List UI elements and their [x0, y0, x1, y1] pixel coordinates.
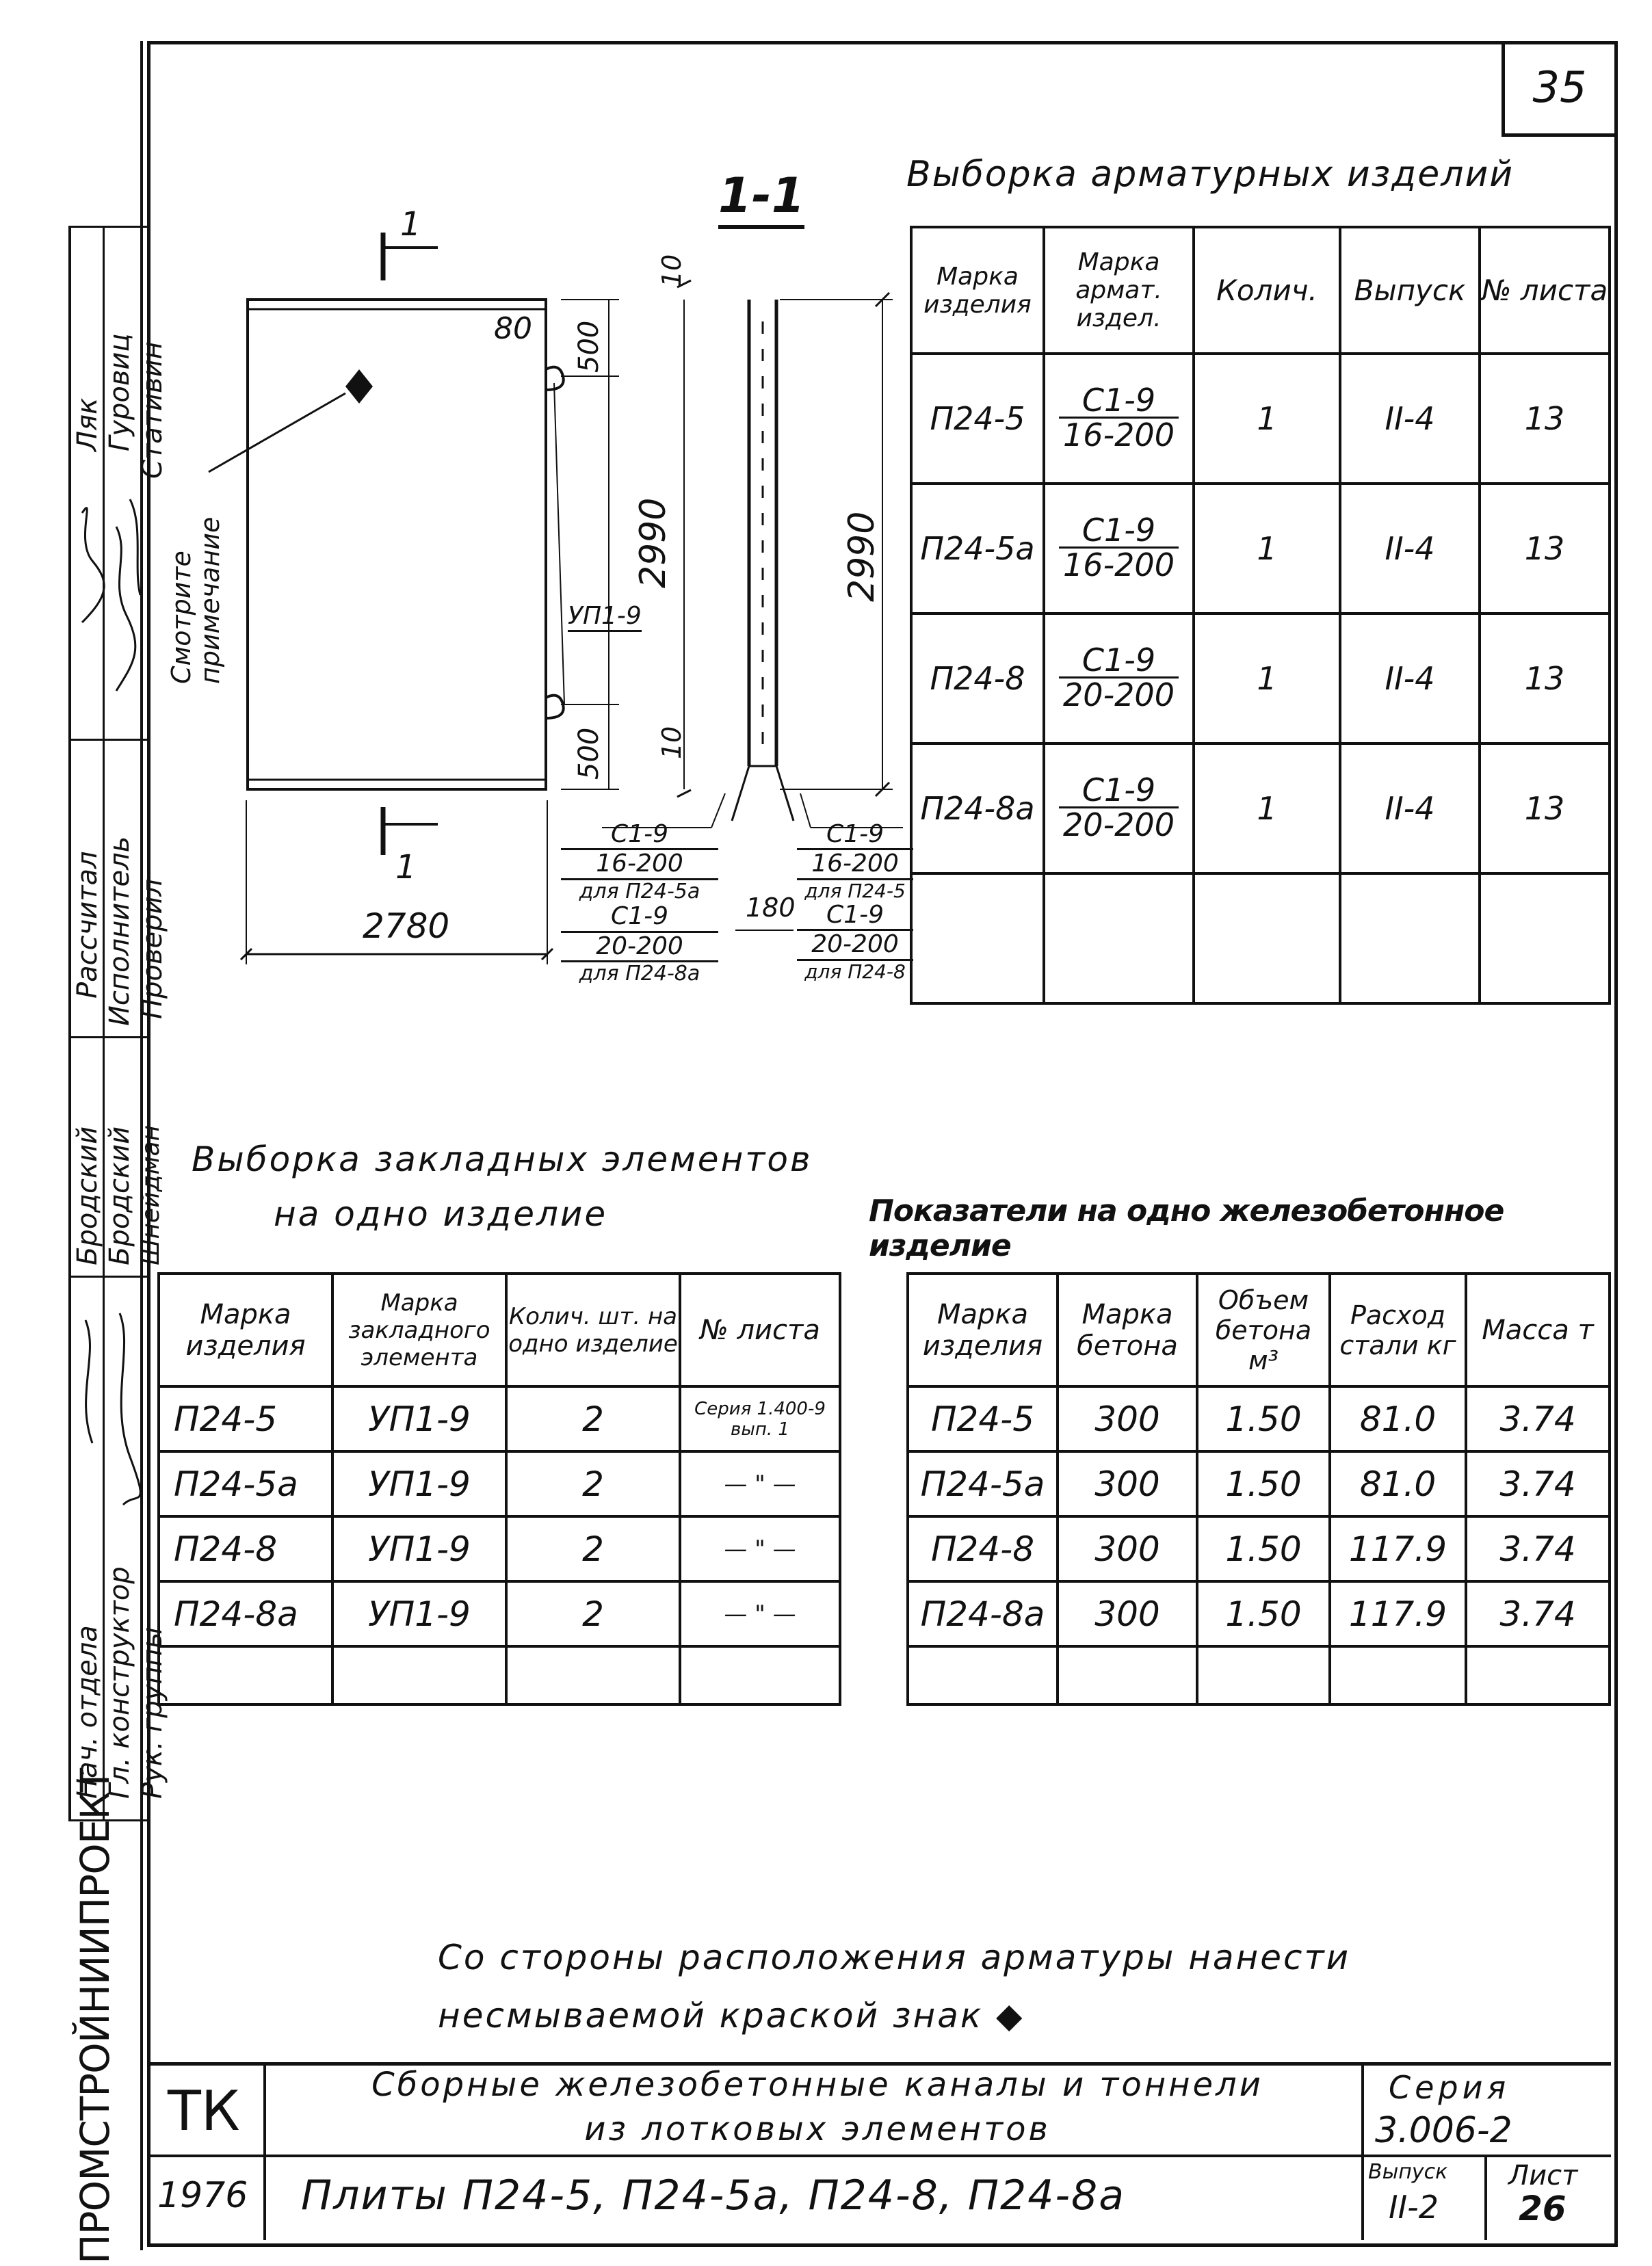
- table-row: [908, 1386, 1610, 1451]
- section-marker-bottom: 1: [395, 848, 417, 886]
- ind-steel: 81.0: [1330, 1386, 1466, 1451]
- ind-mass: 3.74: [1466, 1386, 1610, 1451]
- rebar-mark: $\frac{С1-9}{16-200}$: [1044, 354, 1194, 484]
- dim-height-inner: 2990: [633, 497, 674, 588]
- table-row-empty: [911, 873, 1610, 1003]
- title-code: ТК: [168, 2079, 240, 2143]
- rebar-table: [910, 226, 1611, 1005]
- title-year: 1976: [157, 2175, 248, 2216]
- rebar-sheet: 13: [1480, 743, 1610, 873]
- table-row-empty: [908, 1646, 1610, 1704]
- stamp-role-1: Рассчитал: [72, 851, 103, 999]
- sheet-number-box: [1502, 41, 1614, 137]
- ind-concrete: 300: [1058, 1451, 1197, 1516]
- rebar-mark: $\frac{С1-9}{16-200}$: [1044, 484, 1194, 614]
- embed-elem: УП1-9: [332, 1386, 506, 1451]
- ind-item: П24-8а: [908, 1581, 1058, 1646]
- ind-header-volume: Объем бетона м³: [1197, 1274, 1330, 1386]
- table-row: [908, 1516, 1610, 1581]
- embed-sheet: — " —: [680, 1516, 840, 1581]
- table-row: [159, 1386, 840, 1451]
- diamond-icon: ◆: [995, 1996, 1025, 2036]
- ind-header-concrete: Марка бетона: [1058, 1274, 1197, 1386]
- embed-elem: УП1-9: [332, 1516, 506, 1581]
- ind-header-steel: Расход стали кг: [1330, 1274, 1466, 1386]
- note-line2: [438, 1987, 1350, 2045]
- table-row: [911, 484, 1610, 614]
- rebar-mark: $\frac{С1-9}{20-200}$: [1044, 614, 1194, 743]
- rebar-table-title: Выборка арматурных изделий: [906, 154, 1515, 195]
- stamp-role-2: Исполнитель: [104, 836, 135, 1026]
- table-row: [159, 1581, 840, 1646]
- ind-volume: 1.50: [1197, 1386, 1330, 1451]
- right-callout-line: для П24-5: [804, 879, 906, 902]
- rebar-header-issue: Выпуск: [1340, 227, 1480, 354]
- note-line2-text: несмываемой краской знак: [438, 1996, 984, 2036]
- embed-title-line1: Выборка закладных элементов: [192, 1139, 813, 1179]
- marking-note: [438, 1929, 1350, 2045]
- stamp-name-6: Шнейдман: [137, 1124, 165, 1265]
- rebar-sheet: 13: [1480, 484, 1610, 614]
- sheet-value: 26: [1519, 2189, 1566, 2228]
- dim-lower-spacing: 500: [573, 727, 605, 780]
- indicators-table: [906, 1272, 1611, 1706]
- left-callout-line: для П24-8а: [579, 961, 700, 986]
- right-callout-line: для П24-8: [804, 960, 906, 983]
- table-row: [159, 1516, 840, 1581]
- table-row: [911, 354, 1610, 484]
- ind-concrete: 300: [1058, 1386, 1197, 1451]
- ind-header-mass: Масса т: [1466, 1274, 1610, 1386]
- signature-marks-lower: [68, 1293, 150, 1518]
- rebar-header-mark: Марка армат. издел.: [1044, 227, 1194, 354]
- rebar-header-sheet: № листа: [1480, 227, 1610, 354]
- embed-sheet: — " —: [680, 1451, 840, 1516]
- table-row: [911, 614, 1610, 743]
- left-callout-line: 20-200: [561, 933, 718, 962]
- ind-steel: 117.9: [1330, 1516, 1466, 1581]
- series-label: Серия: [1389, 2069, 1510, 2106]
- series-value: 3.006-2: [1375, 2110, 1512, 2151]
- rebar-qty: 1: [1194, 743, 1340, 873]
- ind-header-item: Марка изделия: [908, 1274, 1058, 1386]
- ind-item: П24-8: [908, 1516, 1058, 1581]
- ind-item: П24-5а: [908, 1451, 1058, 1516]
- ind-mass: 3.74: [1466, 1451, 1610, 1516]
- embed-item: П24-5: [159, 1386, 332, 1451]
- sheet-number: 35: [1532, 62, 1587, 112]
- dim-thickness: 180: [746, 893, 796, 923]
- rebar-item: П24-5а: [911, 484, 1044, 614]
- embed-qty: 2: [506, 1516, 680, 1581]
- title-line2: из лотковых элементов: [584, 2110, 1051, 2148]
- issue-label: Выпуск: [1368, 2160, 1448, 2184]
- left-callout-line: для П24-5а: [579, 879, 700, 904]
- left-callout-line: С1-9: [561, 903, 718, 932]
- rebar-issue: II-4: [1340, 354, 1480, 484]
- stamp-role-3: Проверил: [137, 878, 168, 1019]
- right-callout-line: 20-200: [797, 931, 913, 960]
- dim-top-offset: 80: [494, 311, 532, 346]
- ind-steel: 117.9: [1330, 1581, 1466, 1646]
- embed-header-sheet: № листа: [680, 1274, 840, 1386]
- dim-height-right: 2990: [841, 511, 882, 602]
- sheet-label: Лист: [1508, 2160, 1578, 2191]
- rebar-mark: $\frac{С1-9}{20-200}$: [1044, 743, 1194, 873]
- section-title: 1-1: [718, 168, 804, 229]
- rebar-item: П24-5: [911, 354, 1044, 484]
- right-callout-line: 16-200: [797, 850, 913, 880]
- table-row: [159, 1451, 840, 1516]
- ind-concrete: 300: [1058, 1516, 1197, 1581]
- rebar-qty: 1: [1194, 354, 1340, 484]
- section-marker-top: 1: [400, 205, 421, 243]
- embed-sheet: — " —: [680, 1581, 840, 1646]
- ind-volume: 1.50: [1197, 1516, 1330, 1581]
- rebar-issue: II-4: [1340, 743, 1480, 873]
- dim-gap-bottom: 10: [657, 726, 687, 759]
- embed-item: П24-5а: [159, 1451, 332, 1516]
- embed-elem: УП1-9: [332, 1451, 506, 1516]
- title-line1: Сборные железобетонные каналы и тоннели: [371, 2066, 1263, 2104]
- ind-concrete: 300: [1058, 1581, 1197, 1646]
- ind-volume: 1.50: [1197, 1581, 1330, 1646]
- embed-item: П24-8а: [159, 1581, 332, 1646]
- rebar-qty: 1: [1194, 484, 1340, 614]
- ind-volume: 1.50: [1197, 1451, 1330, 1516]
- rebar-item: П24-8а: [911, 743, 1044, 873]
- left-callout-line: С1-9: [561, 821, 718, 850]
- stamp-role-6: Рук. группы: [137, 1626, 168, 1799]
- right-callout-line: С1-9: [797, 901, 913, 931]
- embed-qty: 2: [506, 1451, 680, 1516]
- embedded-label: УП1-9: [568, 602, 642, 632]
- table-row: [908, 1451, 1610, 1516]
- stamp-name-5: Бродский: [104, 1126, 135, 1265]
- embed-header-qty: Колич. шт. на одно изделие: [506, 1274, 680, 1386]
- issue-value: II-2: [1389, 2189, 1439, 2226]
- rebar-header-item: Марка изделия: [911, 227, 1044, 354]
- note-label: Смотрите примечание: [166, 516, 225, 684]
- embed-elem: УП1-9: [332, 1581, 506, 1646]
- stamp-role-5: Гл. конструктор: [104, 1566, 135, 1799]
- stamp-name-3: Стативин: [137, 341, 168, 479]
- drawing-name: Плиты П24-5, П24-5а, П24-8, П24-8а: [301, 2172, 1125, 2219]
- stamp-role-4: Нач. отдела: [72, 1625, 103, 1799]
- left-callout-line: 16-200: [561, 850, 718, 880]
- ind-steel: 81.0: [1330, 1451, 1466, 1516]
- indicators-table-title: Показатели на одно железобетонное изделие: [869, 1194, 1504, 1263]
- stamp-org: ПРОМСТРОЙНИИПРОЕКТ: [72, 1768, 118, 2264]
- embed-qty: 2: [506, 1386, 680, 1451]
- stamp-name-1: Ляк: [72, 397, 103, 451]
- stamp-name-2: Гуровиц: [104, 333, 135, 451]
- embed-title-line2: на одно изделие: [274, 1194, 608, 1234]
- left-callout: [561, 821, 718, 985]
- embed-sheet: Серия 1.400-9 вып. 1: [680, 1386, 840, 1451]
- dim-upper-spacing: 500: [573, 320, 605, 373]
- note-line1: Со стороны расположения арматуры нанести: [438, 1938, 1351, 1977]
- table-row-empty: [159, 1646, 840, 1704]
- rebar-item: П24-8: [911, 614, 1044, 743]
- embed-header-item: Марка изделия: [159, 1274, 332, 1386]
- embed-item: П24-8: [159, 1516, 332, 1581]
- dim-width: 2780: [363, 906, 450, 946]
- table-row: [911, 743, 1610, 873]
- ind-mass: 3.74: [1466, 1516, 1610, 1581]
- right-callout: [797, 821, 913, 982]
- rebar-header-qty: Колич.: [1194, 227, 1340, 354]
- rebar-sheet: 13: [1480, 614, 1610, 743]
- rebar-issue: II-4: [1340, 484, 1480, 614]
- rebar-qty: 1: [1194, 614, 1340, 743]
- embed-qty: 2: [506, 1581, 680, 1646]
- embed-header-elem: Марка закладного элемента: [332, 1274, 506, 1386]
- ind-item: П24-5: [908, 1386, 1058, 1451]
- embed-table-title: [192, 1132, 812, 1241]
- embed-table: [157, 1272, 841, 1706]
- ind-mass: 3.74: [1466, 1581, 1610, 1646]
- dim-gap-top: 10: [657, 254, 687, 287]
- rebar-sheet: 13: [1480, 354, 1610, 484]
- rebar-issue: II-4: [1340, 614, 1480, 743]
- table-row: [908, 1581, 1610, 1646]
- right-callout-line: С1-9: [797, 821, 913, 850]
- stamp-name-4: Бродский: [72, 1126, 103, 1265]
